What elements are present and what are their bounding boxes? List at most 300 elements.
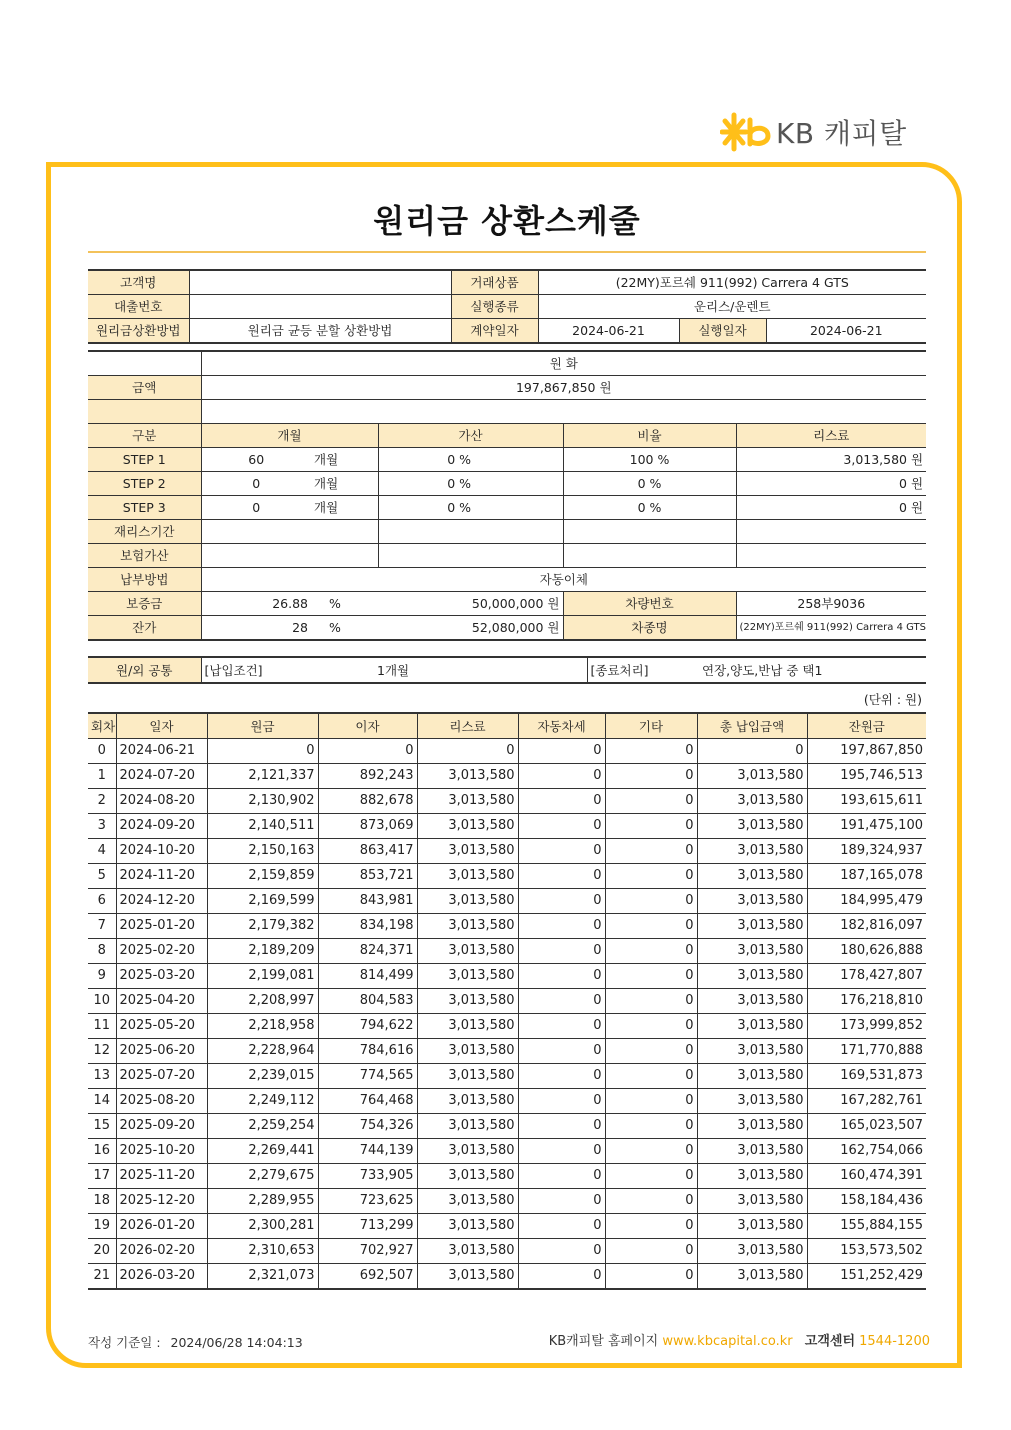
cell-balance: 184,995,479 <box>807 889 926 914</box>
cell-principal: 2,249,112 <box>207 1089 318 1114</box>
contract-info-table <box>88 269 926 344</box>
cell-car-tax: 0 <box>518 1014 605 1039</box>
cell-car-tax: 0 <box>518 1139 605 1164</box>
cell-date: 2024-10-20 <box>116 839 207 864</box>
cell-lease-fee: 3,013,580 <box>417 1014 518 1039</box>
cell-other: 0 <box>605 1089 697 1114</box>
cell-round: 3 <box>88 814 116 839</box>
cell-lease-fee: 3,013,580 <box>417 939 518 964</box>
cell-car-tax: 0 <box>518 1264 605 1290</box>
step-add: 0 % <box>378 472 474 496</box>
blank-row <box>201 400 926 424</box>
created-at <box>88 1333 303 1351</box>
cell-round: 16 <box>88 1139 116 1164</box>
cell-date: 2024-12-20 <box>116 889 207 914</box>
insurance-ratio <box>563 544 736 568</box>
cell-principal: 2,310,653 <box>207 1239 318 1264</box>
cell-total: 3,013,580 <box>697 989 807 1014</box>
cell-principal: 2,279,675 <box>207 1164 318 1189</box>
col-header-total: 총 납입금액 <box>697 713 807 739</box>
cell-round: 17 <box>88 1164 116 1189</box>
step-row <box>88 448 926 472</box>
cell-round: 4 <box>88 839 116 864</box>
cell-date: 2024-11-20 <box>116 864 207 889</box>
table-row <box>88 1139 926 1164</box>
cell-balance: 189,324,937 <box>807 839 926 864</box>
cell-interest: 692,507 <box>318 1264 417 1290</box>
vehicle-no-value: 258부9036 <box>736 592 926 616</box>
cell-total: 3,013,580 <box>697 839 807 864</box>
table-row <box>88 1164 926 1189</box>
cell-car-tax: 0 <box>518 1214 605 1239</box>
release-fee <box>736 520 926 544</box>
footer-contact <box>515 1330 930 1349</box>
loan-no-value <box>189 295 451 319</box>
blank-label <box>88 400 201 424</box>
col-header-balance: 잔원금 <box>807 713 926 739</box>
title-divider <box>88 251 926 253</box>
cell-date: 2025-01-20 <box>116 914 207 939</box>
cell-car-tax: 0 <box>518 1189 605 1214</box>
cell-principal: 2,208,997 <box>207 989 318 1014</box>
cell-principal: 2,140,511 <box>207 814 318 839</box>
cell-date: 2024-09-20 <box>116 814 207 839</box>
cell-interest: 794,622 <box>318 1014 417 1039</box>
step-add: 0 % <box>378 496 474 520</box>
cell-car-tax: 0 <box>518 739 605 764</box>
cell-date: 2025-03-20 <box>116 964 207 989</box>
cell-interest: 843,981 <box>318 889 417 914</box>
cell-lease-fee: 3,013,580 <box>417 814 518 839</box>
cell-car-tax: 0 <box>518 1064 605 1089</box>
cell-other: 0 <box>605 814 697 839</box>
cell-interest: 824,371 <box>318 939 417 964</box>
payment-value: 자동이체 <box>201 568 926 592</box>
step-row <box>88 496 926 520</box>
insurance-fee <box>736 544 926 568</box>
cell-other: 0 <box>605 914 697 939</box>
table-row <box>88 1089 926 1114</box>
amount-label: 금액 <box>88 376 201 400</box>
homepage-label: KB캐피탈 홈페이지 <box>548 1334 659 1349</box>
vehicle-no-label: 차량번호 <box>563 592 736 616</box>
amount-value: 197,867,850 원 <box>201 376 926 400</box>
cell-principal: 2,130,902 <box>207 789 318 814</box>
cell-total: 3,013,580 <box>697 914 807 939</box>
center-phone: 1544-1200 <box>859 1334 930 1349</box>
col-header-lease-fee: 리스료 <box>417 713 518 739</box>
cell-car-tax: 0 <box>518 864 605 889</box>
cell-total: 3,013,580 <box>697 939 807 964</box>
cell-date: 2025-04-20 <box>116 989 207 1014</box>
cell-round: 12 <box>88 1039 116 1064</box>
table-row <box>88 1064 926 1089</box>
cell-car-tax: 0 <box>518 1239 605 1264</box>
vehicle-name-value: (22MY)포르쉐 911(992) Carrera 4 GTS <box>736 616 926 641</box>
col-header-principal: 원금 <box>207 713 318 739</box>
cell-balance: 158,184,436 <box>807 1189 926 1214</box>
cell-other: 0 <box>605 964 697 989</box>
step-name: STEP 1 <box>88 448 201 472</box>
table-row <box>88 1239 926 1264</box>
logo-text: KB 캐피탈 <box>776 117 907 150</box>
cell-lease-fee: 3,013,580 <box>417 1139 518 1164</box>
payment-conditions-table <box>88 656 926 684</box>
cell-balance: 167,282,761 <box>807 1089 926 1114</box>
cell-other: 0 <box>605 839 697 864</box>
cell-other: 0 <box>605 739 697 764</box>
cell-total: 3,013,580 <box>697 764 807 789</box>
cell-total: 3,013,580 <box>697 1014 807 1039</box>
cell-total: 3,013,580 <box>697 1114 807 1139</box>
table-row <box>88 789 926 814</box>
exec-type-value: 운리스/운렌트 <box>538 295 926 319</box>
cell-date: 2026-01-20 <box>116 1214 207 1239</box>
product-label: 거래상품 <box>451 270 538 295</box>
cell-total: 3,013,580 <box>697 1064 807 1089</box>
cell-car-tax: 0 <box>518 789 605 814</box>
cell-lease-fee: 3,013,580 <box>417 989 518 1014</box>
cell-other: 0 <box>605 1264 697 1290</box>
residual-label: 잔가 <box>88 616 201 641</box>
cell-lease-fee: 3,013,580 <box>417 889 518 914</box>
cell-other: 0 <box>605 1064 697 1089</box>
cell-balance: 155,884,155 <box>807 1214 926 1239</box>
cell-other: 0 <box>605 1039 697 1064</box>
table-row <box>88 764 926 789</box>
cell-interest: 834,198 <box>318 914 417 939</box>
contract-date-label: 계약일자 <box>451 319 538 344</box>
end-label: [종료처리] <box>587 657 699 683</box>
cell-lease-fee: 3,013,580 <box>417 789 518 814</box>
cell-car-tax: 0 <box>518 964 605 989</box>
cell-round: 18 <box>88 1189 116 1214</box>
step-name: STEP 2 <box>88 472 201 496</box>
cell-other: 0 <box>605 1189 697 1214</box>
kb-star-icon <box>720 112 772 152</box>
center-label: 고객센터 <box>804 1334 855 1349</box>
vehicle-name-label: 차종명 <box>563 616 736 641</box>
step-row <box>88 472 926 496</box>
step-months-unit: 개월 <box>311 448 378 472</box>
cell-total: 0 <box>697 739 807 764</box>
cell-lease-fee: 3,013,580 <box>417 864 518 889</box>
cell-car-tax: 0 <box>518 1039 605 1064</box>
cell-lease-fee: 3,013,580 <box>417 914 518 939</box>
cell-balance: 153,573,502 <box>807 1239 926 1264</box>
cell-balance: 180,626,888 <box>807 939 926 964</box>
cell-round: 5 <box>88 864 116 889</box>
cell-other: 0 <box>605 1014 697 1039</box>
cell-date: 2024-07-20 <box>116 764 207 789</box>
cell-total: 3,013,580 <box>697 1164 807 1189</box>
step-ratio: 100 % <box>563 448 736 472</box>
cell-balance: 195,746,513 <box>807 764 926 789</box>
cell-interest: 882,678 <box>318 789 417 814</box>
step-add: 0 % <box>378 448 474 472</box>
deposit-label: 보증금 <box>88 592 201 616</box>
cell-car-tax: 0 <box>518 939 605 964</box>
cell-date: 2025-10-20 <box>116 1139 207 1164</box>
cell-total: 3,013,580 <box>697 789 807 814</box>
table-row <box>88 889 926 914</box>
currency-header: 원 화 <box>201 351 926 376</box>
cell-balance: 176,218,810 <box>807 989 926 1014</box>
cell-date: 2025-05-20 <box>116 1014 207 1039</box>
cell-lease-fee: 3,013,580 <box>417 1264 518 1290</box>
step-header-months: 개월 <box>201 424 378 448</box>
step-add-blank <box>474 448 563 472</box>
cell-date: 2025-02-20 <box>116 939 207 964</box>
cell-round: 21 <box>88 1264 116 1290</box>
cell-date: 2025-11-20 <box>116 1164 207 1189</box>
cell-interest: 744,139 <box>318 1139 417 1164</box>
cell-principal: 2,179,382 <box>207 914 318 939</box>
table-row <box>88 914 926 939</box>
table-row <box>88 1039 926 1064</box>
cell-interest: 853,721 <box>318 864 417 889</box>
release-months <box>201 520 378 544</box>
cell-lease-fee: 3,013,580 <box>417 1164 518 1189</box>
cell-car-tax: 0 <box>518 814 605 839</box>
cell-car-tax: 0 <box>518 889 605 914</box>
cell-other: 0 <box>605 1164 697 1189</box>
col-header-car-tax: 자동차세 <box>518 713 605 739</box>
cell-balance: 171,770,888 <box>807 1039 926 1064</box>
schedule-body <box>88 739 926 1290</box>
cell-car-tax: 0 <box>518 914 605 939</box>
cell-balance: 162,754,066 <box>807 1139 926 1164</box>
cell-round: 2 <box>88 789 116 814</box>
insurance-add <box>378 544 563 568</box>
cell-lease-fee: 3,013,580 <box>417 1239 518 1264</box>
cell-lease-fee: 3,013,580 <box>417 1064 518 1089</box>
table-row <box>88 739 926 764</box>
end-value: 연장,양도,반납 중 택1 <box>699 657 926 683</box>
cell-round: 1 <box>88 764 116 789</box>
residual-pct-unit: % <box>311 616 378 641</box>
cell-round: 15 <box>88 1114 116 1139</box>
cell-round: 20 <box>88 1239 116 1264</box>
cell-lease-fee: 3,013,580 <box>417 839 518 864</box>
cell-balance: 165,023,507 <box>807 1114 926 1139</box>
table-row <box>88 939 926 964</box>
step-months: 60 <box>201 448 311 472</box>
pay-cond-value: 1개월 <box>321 657 587 683</box>
method-value: 원리금 균등 분할 상환방법 <box>189 319 451 344</box>
cell-interest: 892,243 <box>318 764 417 789</box>
cell-lease-fee: 0 <box>417 739 518 764</box>
cell-balance: 173,999,852 <box>807 1014 926 1039</box>
cell-balance: 193,615,611 <box>807 789 926 814</box>
cell-date: 2026-02-20 <box>116 1239 207 1264</box>
cell-date: 2024-08-20 <box>116 789 207 814</box>
step-fee: 0 원 <box>736 472 926 496</box>
cell-interest: 733,905 <box>318 1164 417 1189</box>
release-ratio <box>563 520 736 544</box>
unit-note: (단위 : 원) <box>863 692 922 707</box>
cell-date: 2025-06-20 <box>116 1039 207 1064</box>
cell-lease-fee: 3,013,580 <box>417 1089 518 1114</box>
cell-principal: 2,289,955 <box>207 1189 318 1214</box>
release-add <box>378 520 563 544</box>
step-months-unit: 개월 <box>311 472 378 496</box>
cell-round: 14 <box>88 1089 116 1114</box>
step-ratio: 0 % <box>563 472 736 496</box>
cell-interest: 804,583 <box>318 989 417 1014</box>
cell-total: 3,013,580 <box>697 1239 807 1264</box>
cell-round: 19 <box>88 1214 116 1239</box>
cell-principal: 2,300,281 <box>207 1214 318 1239</box>
cell-principal: 2,159,859 <box>207 864 318 889</box>
residual-pct: 28 <box>201 616 311 641</box>
step-header-fee: 리스료 <box>736 424 926 448</box>
cell-interest: 764,468 <box>318 1089 417 1114</box>
cell-date: 2025-07-20 <box>116 1064 207 1089</box>
insurance-label: 보험가산 <box>88 544 201 568</box>
cell-round: 13 <box>88 1064 116 1089</box>
repayment-schedule-table <box>88 712 926 1290</box>
cell-lease-fee: 3,013,580 <box>417 964 518 989</box>
deposit-pct-unit: % <box>311 592 378 616</box>
cell-principal: 2,150,163 <box>207 839 318 864</box>
step-name: STEP 3 <box>88 496 201 520</box>
cell-car-tax: 0 <box>518 1114 605 1139</box>
step-add-blank <box>474 472 563 496</box>
col-header-interest: 이자 <box>318 713 417 739</box>
cell-round: 7 <box>88 914 116 939</box>
cell-interest: 713,299 <box>318 1214 417 1239</box>
cell-other: 0 <box>605 1214 697 1239</box>
cell-total: 3,013,580 <box>697 1214 807 1239</box>
release-label: 재리스기간 <box>88 520 201 544</box>
cell-car-tax: 0 <box>518 989 605 1014</box>
cell-interest: 723,625 <box>318 1189 417 1214</box>
step-months: 0 <box>201 496 311 520</box>
cell-date: 2024-06-21 <box>116 739 207 764</box>
cell-principal: 2,239,015 <box>207 1064 318 1089</box>
table-row <box>88 1014 926 1039</box>
table-row <box>88 1264 926 1290</box>
col-header-round: 회차 <box>88 713 116 739</box>
cell-total: 3,013,580 <box>697 814 807 839</box>
cell-total: 3,013,580 <box>697 964 807 989</box>
exec-date-value: 2024-06-21 <box>766 319 926 344</box>
cell-balance: 191,475,100 <box>807 814 926 839</box>
cell-other: 0 <box>605 864 697 889</box>
cell-round: 9 <box>88 964 116 989</box>
table-row <box>88 839 926 864</box>
cell-date: 2025-09-20 <box>116 1114 207 1139</box>
cell-principal: 2,169,599 <box>207 889 318 914</box>
cell-round: 6 <box>88 889 116 914</box>
step-months: 0 <box>201 472 311 496</box>
col-header-date: 일자 <box>116 713 207 739</box>
common-label: 원/외 공통 <box>88 657 201 683</box>
product-value: (22MY)포르쉐 911(992) Carrera 4 GTS <box>538 270 926 295</box>
payment-label: 납부방법 <box>88 568 201 592</box>
cell-principal: 2,218,958 <box>207 1014 318 1039</box>
step-fee: 3,013,580 원 <box>736 448 926 472</box>
table-row <box>88 864 926 889</box>
cell-date: 2025-08-20 <box>116 1089 207 1114</box>
cell-principal: 0 <box>207 739 318 764</box>
cell-interest: 774,565 <box>318 1064 417 1089</box>
cell-total: 3,013,580 <box>697 1039 807 1064</box>
table-row <box>88 1189 926 1214</box>
exec-date-label: 실행일자 <box>679 319 766 344</box>
page-title: 원리금 상환스케줄 <box>373 202 641 240</box>
step-fee: 0 원 <box>736 496 926 520</box>
cell-balance: 151,252,429 <box>807 1264 926 1290</box>
cell-principal: 2,199,081 <box>207 964 318 989</box>
table-row <box>88 1214 926 1239</box>
cell-total: 3,013,580 <box>697 1089 807 1114</box>
cell-interest: 784,616 <box>318 1039 417 1064</box>
table-row <box>88 1114 926 1139</box>
created-label: 작성 기준일 : <box>88 1335 161 1350</box>
cell-interest: 814,499 <box>318 964 417 989</box>
cell-total: 3,013,580 <box>697 864 807 889</box>
currency-corner <box>88 351 201 376</box>
cell-balance: 160,474,391 <box>807 1164 926 1189</box>
table-row <box>88 814 926 839</box>
cell-lease-fee: 3,013,580 <box>417 1114 518 1139</box>
cell-balance: 197,867,850 <box>807 739 926 764</box>
cell-other: 0 <box>605 1239 697 1264</box>
pay-cond-label: [납입조건] <box>201 657 321 683</box>
insurance-months <box>201 544 378 568</box>
cell-balance: 169,531,873 <box>807 1064 926 1089</box>
step-header-add: 가산 <box>378 424 563 448</box>
cell-car-tax: 0 <box>518 764 605 789</box>
method-label: 원리금상환방법 <box>88 319 189 344</box>
cell-principal: 2,269,441 <box>207 1139 318 1164</box>
cell-lease-fee: 3,013,580 <box>417 1214 518 1239</box>
table-row <box>88 989 926 1014</box>
cell-round: 11 <box>88 1014 116 1039</box>
cell-round: 10 <box>88 989 116 1014</box>
cell-total: 3,013,580 <box>697 1189 807 1214</box>
customer-value <box>189 270 451 295</box>
loan-no-label: 대출번호 <box>88 295 189 319</box>
cell-lease-fee: 3,013,580 <box>417 764 518 789</box>
cell-round: 8 <box>88 939 116 964</box>
col-header-other: 기타 <box>605 713 697 739</box>
cell-date: 2026-03-20 <box>116 1264 207 1290</box>
cell-other: 0 <box>605 1139 697 1164</box>
cell-balance: 178,427,807 <box>807 964 926 989</box>
created-value: 2024/06/28 14:04:13 <box>170 1335 303 1350</box>
cell-other: 0 <box>605 989 697 1014</box>
cell-interest: 754,326 <box>318 1114 417 1139</box>
cell-interest: 0 <box>318 739 417 764</box>
cell-car-tax: 0 <box>518 839 605 864</box>
cell-other: 0 <box>605 789 697 814</box>
cell-lease-fee: 3,013,580 <box>417 1039 518 1064</box>
step-header-division: 구분 <box>88 424 201 448</box>
cell-other: 0 <box>605 939 697 964</box>
cell-other: 0 <box>605 1114 697 1139</box>
kb-capital-logo <box>720 112 907 152</box>
step-header-ratio: 비율 <box>563 424 736 448</box>
deposit-amount: 50,000,000 원 <box>378 592 563 616</box>
homepage-link[interactable]: www.kbcapital.co.kr <box>662 1334 793 1349</box>
customer-label: 고객명 <box>88 270 189 295</box>
cell-other: 0 <box>605 764 697 789</box>
cell-principal: 2,121,337 <box>207 764 318 789</box>
cell-balance: 187,165,078 <box>807 864 926 889</box>
